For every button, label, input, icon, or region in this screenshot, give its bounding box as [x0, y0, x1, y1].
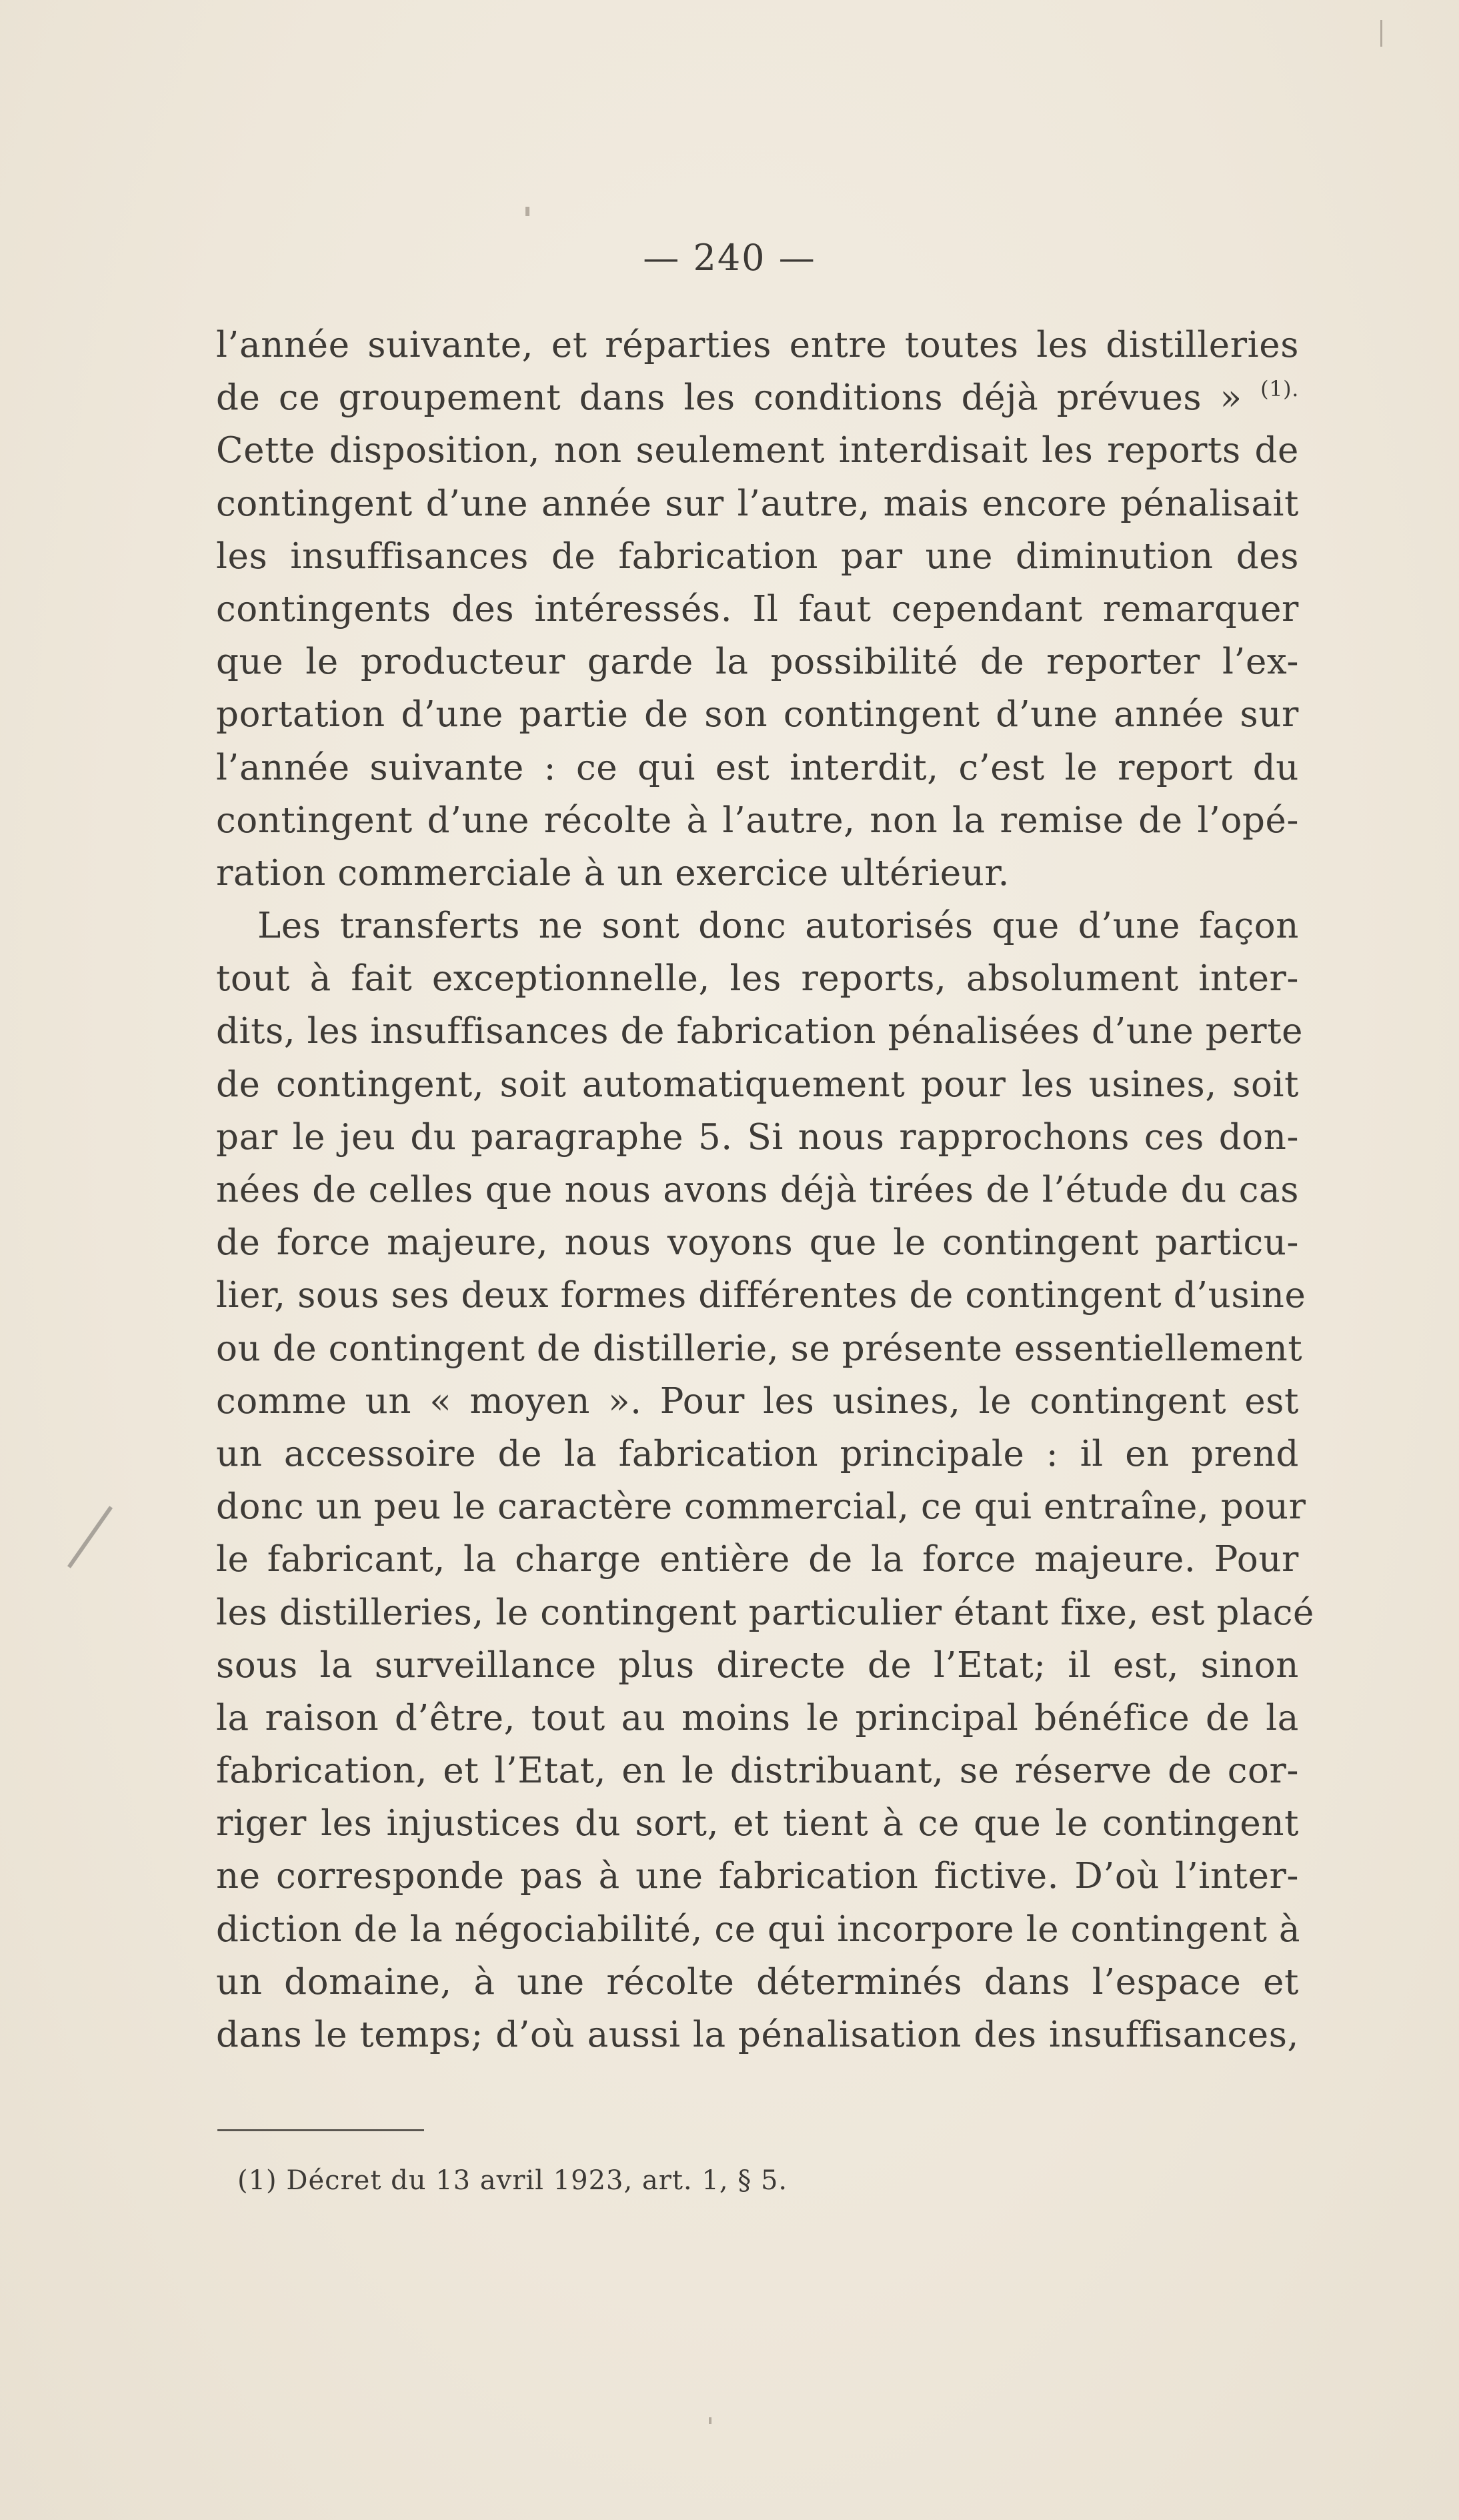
text-line: contingents des intéressés. Il faut cependant remarquer — [216, 588, 1299, 629]
text-line: par le jeu du paragraphe 5. Si nous rapprochons ces don- — [216, 1116, 1299, 1158]
text-line: le fabricant, la charge entière de la force majeure. Pour — [216, 1539, 1299, 1580]
text-line: tout à fait exceptionnelle, les reports, absolument inter- — [216, 958, 1299, 1000]
text-line: contingent d’une année sur l’autre, mais encore pénalisait — [216, 483, 1299, 524]
text-line: les distilleries, le contingent particulier étant fixe, est placé — [216, 1592, 1315, 1633]
text-line: comme un « moyen ». Pour les usines, le contingent est — [216, 1380, 1299, 1422]
footnote-divider — [217, 2129, 424, 2131]
text-line: donc un peu le caractère commercial, ce qui entraîne, pour — [216, 1486, 1306, 1528]
text-line-paragraph-start: Les transferts ne sont donc autorisés que d’une façon — [257, 906, 1299, 947]
text-line: portation d’une partie de son contingent d’une année sur — [216, 694, 1299, 736]
text-line: les insuffisances de fabrication par une diminution des — [216, 535, 1299, 577]
paper-speck — [525, 207, 529, 216]
footnote-reference: (1). — [1260, 376, 1300, 402]
text-line: de force majeure, nous voyons que le contingent particu- — [216, 1222, 1299, 1264]
text-line-content: de ce groupement dans les conditions déjà prévues » — [216, 377, 1242, 419]
text-line: dits, les insuffisances de fabrication pénalisées d’une perte — [216, 1011, 1304, 1052]
text-line: fabrication, et l’Etat, en le distribuant, se réserve de cor- — [216, 1750, 1299, 1792]
text-line-paragraph-end: ration commerciale à un exercice ultérieur. — [216, 852, 1010, 894]
text-line-with-note — [216, 371, 1299, 424]
paper-speck — [709, 2417, 711, 2424]
text-line: l’année suivante : ce qui est interdit, c’est le report du — [216, 747, 1299, 788]
text-line: la raison d’être, tout au moins le principal bénéfice de la — [216, 1697, 1299, 1738]
text-line: lier, sous ses deux formes différentes de contingent d’usine — [216, 1275, 1306, 1316]
text-line: dans le temps; d’où aussi la pénalisation des insuffisances, — [216, 2015, 1299, 2055]
text-line: diction de la négociabilité, ce qui incorpore le contingent à — [216, 1909, 1301, 1950]
text-line: ou de contingent de distillerie, se présente essentiellement — [216, 1328, 1303, 1369]
text-line: un domaine, à une récolte déterminés dans l’espace et — [216, 1961, 1299, 2003]
text-line: riger les injustices du sort, et tient à ce que le contingent — [216, 1803, 1299, 1844]
paper-speck — [1380, 20, 1382, 47]
text-line: l’année suivante, et réparties entre toutes les distilleries — [216, 325, 1299, 365]
text-line: contingent d’une récolte à l’autre, non la remise de l’opé- — [216, 800, 1299, 841]
text-line: sous la surveillance plus directe de l’Etat; il est, sinon — [216, 1644, 1299, 1686]
text-line: ne corresponde pas à une fabrication fictive. D’où l’inter- — [216, 1856, 1299, 1897]
page-number: — 240 — — [643, 237, 816, 279]
text-line: un accessoire de la fabrication principale : il en prend — [216, 1433, 1299, 1474]
body-text — [216, 319, 1315, 2061]
text-line: que le producteur garde la possibilité de reporter l’ex- — [216, 642, 1299, 683]
margin-pencil-mark — [67, 1506, 113, 1568]
text-line: nées de celles que nous avons déjà tirées de l’étude du cas — [216, 1170, 1299, 1210]
footnote: (1) Décret du 13 avril 1923, art. 1, § 5. — [237, 2165, 788, 2196]
text-line: de contingent, soit automatiquement pour les usines, soit — [216, 1064, 1299, 1105]
text-line: Cette disposition, non seulement interdisait les reports de — [216, 430, 1299, 471]
